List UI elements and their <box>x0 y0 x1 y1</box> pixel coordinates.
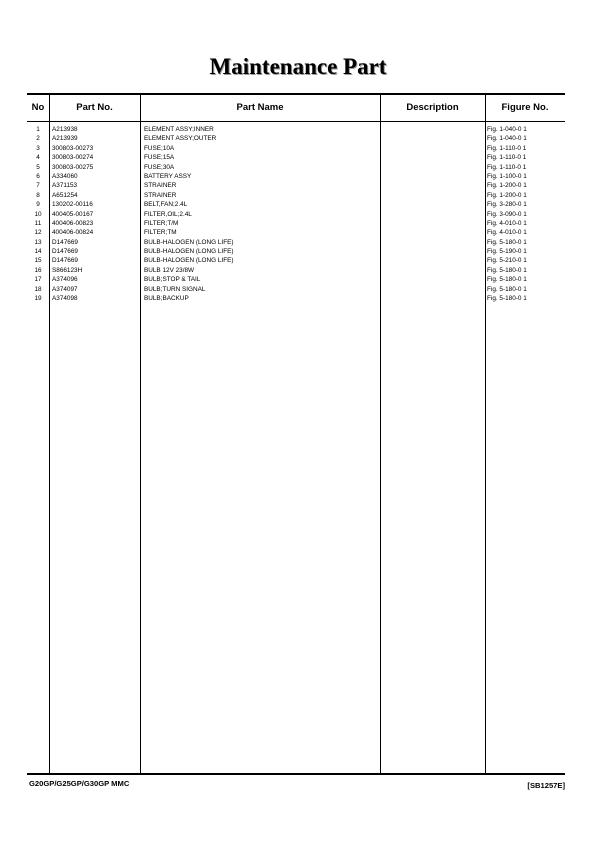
cell-part-no: 400406-00824 <box>52 229 94 237</box>
cell-figure-no: Fig. 1-110-0 1 <box>487 163 527 171</box>
table-header <box>27 95 565 122</box>
cell-no: 18 <box>34 285 42 293</box>
cell-part-no: S866123H <box>52 266 83 274</box>
cell-figure-no: Fig. 5-180-0 1 <box>487 276 527 284</box>
cell-figure-no: Fig. 1-100-0 1 <box>487 172 527 180</box>
cell-part-name: ELEMENT ASSY;INNER <box>144 126 214 133</box>
cell-figure-no: Fig. 1-040-0 1 <box>487 126 527 133</box>
cell-figure-no: Fig. 1-200-0 1 <box>487 191 527 199</box>
table-row <box>27 294 565 303</box>
table-row <box>27 144 565 153</box>
cell-part-no: A651254 <box>52 191 78 199</box>
cell-part-name: FUSE;15A <box>144 154 175 162</box>
header-description: Description <box>406 102 459 113</box>
cell-no: 5 <box>36 163 40 171</box>
cell-no: 7 <box>36 182 40 190</box>
cell-part-name: FILTER;TM <box>144 229 177 237</box>
cell-no: 9 <box>36 201 40 209</box>
cell-part-no: A371153 <box>52 182 78 190</box>
cell-figure-no: Fig. 5-180-0 1 <box>487 295 527 303</box>
table-row <box>27 200 565 209</box>
cell-part-name: STRAINER <box>144 182 177 190</box>
table-row <box>27 191 565 200</box>
cell-figure-no: Fig. 5-210-0 1 <box>487 257 527 265</box>
cell-part-name: FUSE;30A <box>144 163 175 171</box>
cell-figure-no: Fig. 3-090-0 1 <box>487 210 527 218</box>
cell-figure-no: Fig. 1-200-0 1 <box>487 182 527 190</box>
cell-part-no: 300803-00273 <box>52 144 94 152</box>
cell-no: 10 <box>34 210 42 218</box>
cell-part-name: FILTER;T/M <box>144 219 179 227</box>
cell-part-name: BELT,FAN;2.4L <box>144 201 188 209</box>
cell-no: 8 <box>36 191 40 199</box>
cell-no: 15 <box>34 257 42 265</box>
cell-figure-no: Fig. 1-110-0 1 <box>487 144 527 152</box>
cell-part-no: 400405-00167 <box>52 210 94 218</box>
cell-figure-no: Fig. 1-040-0 1 <box>487 135 527 143</box>
cell-part-no: 130202-00116 <box>52 201 93 209</box>
cell-no: 16 <box>34 266 42 274</box>
cell-part-name: BULB;STOP & TAIL <box>144 276 201 284</box>
header-no: No <box>31 102 45 113</box>
cell-figure-no: Fig. 4-010-0 1 <box>487 219 527 227</box>
cell-figure-no: Fig. 3-280-0 1 <box>487 201 527 209</box>
cell-no: 3 <box>36 144 40 152</box>
table-row <box>27 275 565 284</box>
cell-part-name: BULB;BACKUP <box>144 295 189 303</box>
table-row <box>27 219 565 228</box>
table-row <box>27 238 565 247</box>
cell-part-no: 300803-00275 <box>52 163 94 171</box>
cell-part-no: 300803-00274 <box>52 154 94 162</box>
cell-part-name: BULB 12V 23/8W <box>144 266 195 274</box>
cell-figure-no: Fig. 5-180-0 1 <box>487 266 527 274</box>
cell-part-name: BULB;TURN SIGNAL <box>144 285 206 293</box>
cell-no: 17 <box>34 276 42 284</box>
table-row <box>27 163 565 172</box>
cell-part-no: A213938 <box>52 126 78 133</box>
table-row <box>27 210 565 219</box>
cell-no: 14 <box>34 248 42 256</box>
table-row <box>27 266 565 275</box>
cell-part-no: A374097 <box>52 285 78 293</box>
cell-no: 13 <box>34 238 42 246</box>
cell-part-no: 400406-00823 <box>52 219 94 227</box>
cell-part-name: ELEMENT ASSY;OUTER <box>144 135 217 143</box>
cell-figure-no: Fig. 1-110-0 1 <box>487 154 527 162</box>
cell-figure-no: Fig. 5-190-0 1 <box>487 248 527 256</box>
cell-no: 2 <box>36 135 40 143</box>
cell-no: 19 <box>34 295 42 303</box>
header-part-no: Part No. <box>76 102 113 113</box>
table-row <box>27 181 565 190</box>
cell-no: 1 <box>36 126 40 133</box>
cell-part-no: D147669 <box>52 257 78 265</box>
cell-part-no: A374098 <box>52 295 78 303</box>
cell-no: 6 <box>36 172 40 180</box>
parts-table <box>27 93 565 775</box>
header-figure-no: Figure No. <box>501 102 549 113</box>
table-row <box>27 134 565 143</box>
cell-no: 12 <box>34 229 42 237</box>
table-row <box>27 172 565 181</box>
cell-part-no: A334060 <box>52 172 78 180</box>
cell-part-no: D147669 <box>52 248 78 256</box>
table-row <box>27 125 565 134</box>
table-row <box>27 247 565 256</box>
cell-part-name: FILTER,OIL;2.4L <box>144 210 192 218</box>
cell-part-no: A374096 <box>52 276 78 284</box>
cell-no: 11 <box>34 219 42 227</box>
cell-part-name: BULB-HALOGEN (LONG LIFE) <box>144 257 234 265</box>
cell-figure-no: Fig. 5-180-0 1 <box>487 285 527 293</box>
table-row <box>27 256 565 265</box>
cell-no: 4 <box>36 154 40 162</box>
cell-part-name: BULB-HALOGEN (LONG LIFE) <box>144 238 234 246</box>
cell-part-name: BULB-HALOGEN (LONG LIFE) <box>144 248 234 256</box>
cell-part-name: BATTERY ASSY <box>144 172 192 180</box>
cell-part-name: FUSE;10A <box>144 144 175 152</box>
footer-code: [SB1257E] <box>527 781 565 790</box>
cell-figure-no: Fig. 4-010-0 1 <box>487 229 527 237</box>
table-row <box>27 153 565 162</box>
table-row <box>27 285 565 294</box>
footer-model: G20GP/G25GP/G30GP MMC <box>29 779 130 788</box>
header-part-name: Part Name <box>236 102 284 113</box>
table-body <box>27 125 565 303</box>
cell-figure-no: Fig. 5-180-0 1 <box>487 238 527 246</box>
cell-part-no: D147669 <box>52 238 78 246</box>
cell-part-name: STRAINER <box>144 191 177 199</box>
table-row <box>27 228 565 237</box>
cell-part-no: A213939 <box>52 135 78 143</box>
page-title: Maintenance Part <box>209 54 387 79</box>
